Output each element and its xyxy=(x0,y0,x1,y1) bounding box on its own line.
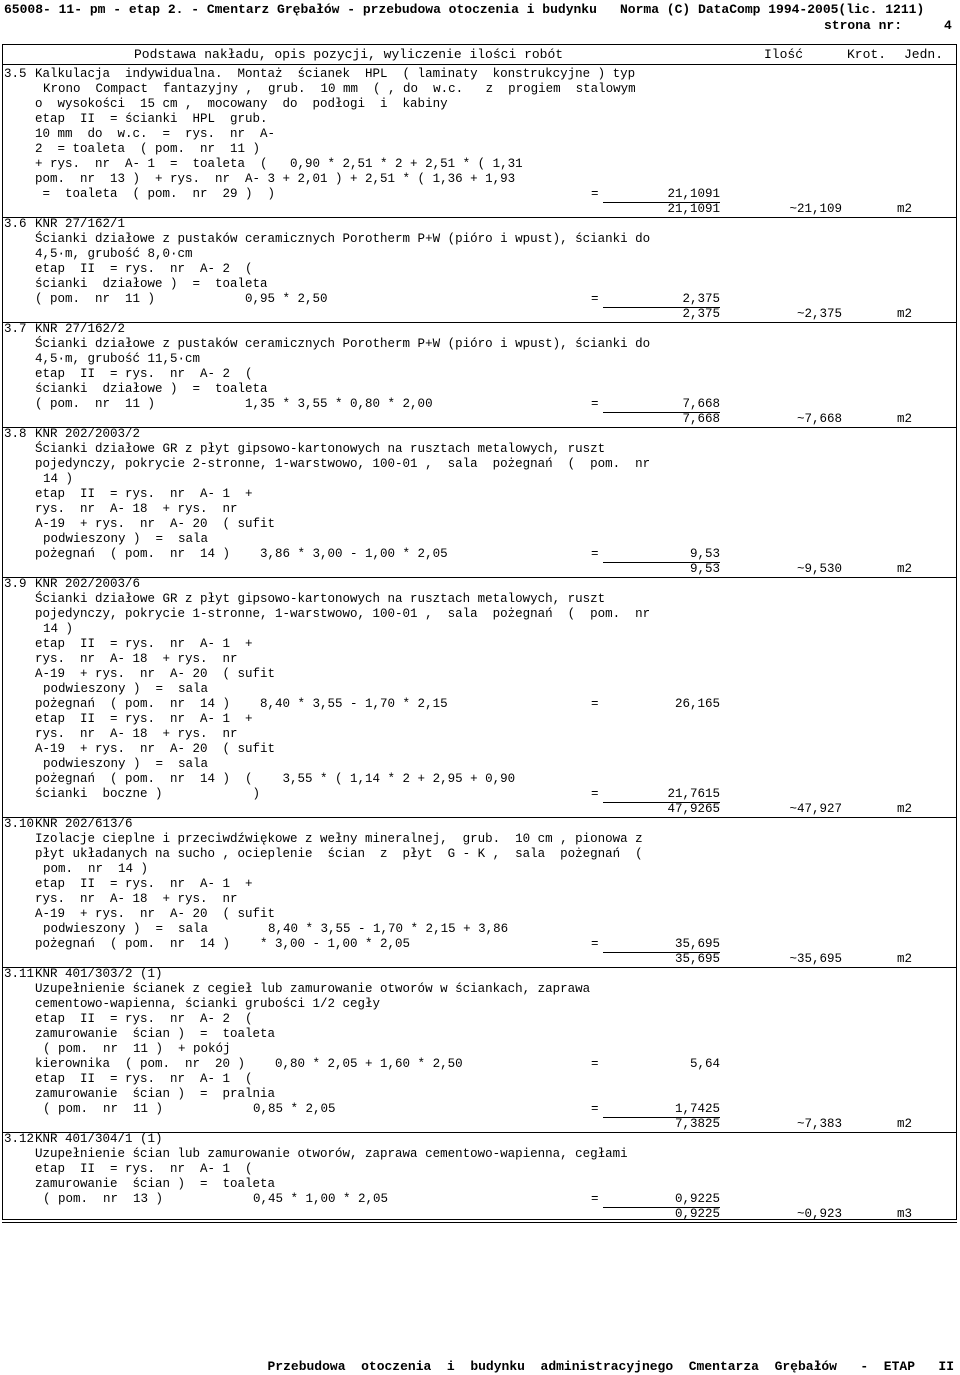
line-text: KNR 27/162/2 xyxy=(35,322,126,336)
quantity-value: ~21,109 xyxy=(789,202,842,216)
position-divider xyxy=(2,427,957,428)
line-text: 14 ) xyxy=(43,472,74,486)
position-divider xyxy=(2,1222,957,1223)
line-text: A-19 + rys. nr A- 20 ( sufit xyxy=(35,742,276,756)
calc-result: 21,7615 xyxy=(667,787,720,801)
position-total: 2,375 xyxy=(682,307,720,321)
equals-sign: = xyxy=(591,187,599,201)
line-text: płyt układanych na sucho , ocieplenie ścian z płyt G - K , sala pożegnań ( xyxy=(35,847,643,861)
unit-value: m2 xyxy=(897,307,913,321)
calc-result: 5,64 xyxy=(689,1057,720,1071)
position-total: 7,668 xyxy=(682,412,720,426)
header-title: 65008- 11- pm - etap 2. - Cmentarz Grębałów - przebudowa otoczenia i budynku xyxy=(4,2,597,17)
line-text: pożegnań ( pom. nr 14 ) ( 3,55 * ( 1,14 * 2 + 2,95 + 0,90 xyxy=(35,772,516,786)
unit-value: m3 xyxy=(897,1207,913,1221)
quantity-value: ~47,927 xyxy=(789,802,842,816)
equals-sign: = xyxy=(591,547,599,561)
line-text: A-19 + rys. nr A- 20 ( sufit xyxy=(35,517,276,531)
line-text: zamurowanie ścian ) = pralnia xyxy=(35,1087,276,1101)
equals-sign: = xyxy=(591,787,599,801)
line-text: podwieszony ) = sala 8,40 * 3,55 - 1,70 * 2,15 + 3,86 xyxy=(43,922,509,936)
line-text: etap II = rys. nr A- 2 ( xyxy=(35,262,253,276)
equals-sign: = xyxy=(591,697,599,711)
line-text: + rys. nr A- 1 = toaleta ( 0,90 * 2,51 * 2 + 2,51 * ( 1,31 xyxy=(35,157,523,171)
line-text: rys. nr A- 18 + rys. nr xyxy=(35,727,238,741)
line-text: etap II = ścianki HPL grub. xyxy=(35,112,268,126)
line-text: Kalkulacja indywidualna. Montaż ścianek HPL ( laminaty konstrukcyjne ) typ xyxy=(35,67,636,81)
line-text: etap II = rys. nr A- 1 + xyxy=(35,637,253,651)
unit-value: m2 xyxy=(897,802,913,816)
position-total: 9,53 xyxy=(689,562,720,576)
quantity-value: ~7,383 xyxy=(796,1117,842,1131)
position-total: 0,9225 xyxy=(674,1207,720,1221)
line-text: 4,5·m, grubość 8,0·cm xyxy=(35,247,193,261)
line-text: Ścianki działowe z pustaków ceramicznych Porotherm P+W (pióro i wpust), ścianki do xyxy=(35,337,651,351)
position-number: 3.5 xyxy=(4,67,27,81)
position-total: 21,1091 xyxy=(667,202,720,216)
line-text: rys. nr A- 18 + rys. nr xyxy=(35,652,238,666)
line-text: Ścianki działowe z pustaków ceramicznych Porotherm P+W (pióro i wpust), ścianki do xyxy=(35,232,651,246)
header-divider xyxy=(2,64,957,65)
line-text: cementowo-wapienna, ścianki grubości 1/2 cegły xyxy=(35,997,381,1011)
calc-result: 35,695 xyxy=(674,937,720,951)
line-text: rys. nr A- 18 + rys. nr xyxy=(35,502,238,516)
position-divider xyxy=(2,577,957,578)
line-text: A-19 + rys. nr A- 20 ( sufit xyxy=(35,667,276,681)
line-text: ( pom. nr 13 ) 0,45 * 1,00 * 2,05 xyxy=(43,1192,389,1206)
line-text: pożegnań ( pom. nr 14 ) * 3,00 - 1,00 * 2,05 xyxy=(35,937,411,951)
calc-result: 7,668 xyxy=(682,397,720,411)
line-text: KNR 27/162/1 xyxy=(35,217,126,231)
column-header-unit: Jedn. xyxy=(904,47,944,62)
line-text: pojedynczy, pokrycie 1-stronne, 1-warstwowo, 100-01 , sala pożegnań ( pom. nr xyxy=(35,607,651,621)
line-text: Krono Compact fantazyjny , grub. 10 mm ( , do w.c. z progiem stalowym xyxy=(43,82,636,96)
line-text: pom. nr 14 ) xyxy=(43,862,149,876)
line-text: Izolacje cieplne i przeciwdźwiękowe z wełny mineralnej, grub. 10 cm , pionowa z xyxy=(35,832,643,846)
line-text: podwieszony ) = sala xyxy=(43,682,209,696)
line-text: rys. nr A- 18 + rys. nr xyxy=(35,892,238,906)
line-text: ścianki działowe ) = toaleta xyxy=(35,382,268,396)
position-total: 7,3825 xyxy=(674,1117,720,1131)
column-header-description: Podstawa nakładu, opis pozycji, wyliczenie ilości robót xyxy=(134,47,564,62)
position-number: 3.6 xyxy=(4,217,27,231)
unit-value: m2 xyxy=(897,1117,913,1131)
unit-value: m2 xyxy=(897,562,913,576)
line-text: 4,5·m, grubość 11,5·cm xyxy=(35,352,201,366)
unit-value: m2 xyxy=(897,202,913,216)
header-software: Norma (C) DataComp 1994-2005(lic. 1211) xyxy=(620,2,925,17)
line-text: zamurowanie ścian ) = toaleta xyxy=(35,1177,276,1191)
line-text: ( pom. nr 11 ) + pokój xyxy=(43,1042,231,1056)
position-divider xyxy=(2,217,957,218)
position-number: 3.10 xyxy=(4,817,35,831)
line-text: 14 ) xyxy=(43,622,74,636)
column-header-multiplier: Krot. xyxy=(847,47,887,62)
line-text: = toaleta ( pom. nr 29 ) ) xyxy=(35,187,276,201)
calc-result: 9,53 xyxy=(689,547,720,561)
calc-result: 26,165 xyxy=(674,697,720,711)
position-number: 3.8 xyxy=(4,427,27,441)
line-text: KNR 401/304/1 (1) xyxy=(35,1132,163,1146)
line-text: etap II = rys. nr A- 1 ( xyxy=(35,1162,253,1176)
equals-sign: = xyxy=(591,937,599,951)
line-text: KNR 202/2003/2 xyxy=(35,427,141,441)
equals-sign: = xyxy=(591,397,599,411)
line-text: Uzupełnienie ścianek z cegieł lub zamurowanie otworów w ściankach, zaprawa xyxy=(35,982,591,996)
equals-sign: = xyxy=(591,1057,599,1071)
page-number-label: strona nr: xyxy=(824,18,903,33)
quantity-value: ~2,375 xyxy=(796,307,842,321)
line-text: KNR 202/613/6 xyxy=(35,817,133,831)
unit-value: m2 xyxy=(897,412,913,426)
line-text: pom. nr 13 ) + rys. nr A- 3 + 2,01 ) + 2,51 * ( 1,36 + 1,93 xyxy=(35,172,516,186)
line-text: Ścianki działowe GR z płyt gipsowo-kartonowych na rusztach metalowych, ruszt xyxy=(35,592,606,606)
line-text: etap II = rys. nr A- 1 + xyxy=(35,877,253,891)
line-text: ścianki boczne ) ) xyxy=(35,787,261,801)
line-text: etap II = rys. nr A- 1 + xyxy=(35,487,253,501)
unit-value: m2 xyxy=(897,952,913,966)
line-text: ( pom. nr 11 ) 0,85 * 2,05 xyxy=(43,1102,336,1116)
equals-sign: = xyxy=(591,1192,599,1206)
line-text: Ścianki działowe GR z płyt gipsowo-kartonowych na rusztach metalowych, ruszt xyxy=(35,442,606,456)
line-text: 2 = toaleta ( pom. nr 11 ) xyxy=(35,142,261,156)
line-text: etap II = rys. nr A- 2 ( xyxy=(35,1012,253,1026)
line-text: pojedynczy, pokrycie 2-stronne, 1-warstwowo, 100-01 , sala pożegnań ( pom. nr xyxy=(35,457,651,471)
equals-sign: = xyxy=(591,1102,599,1116)
line-text: podwieszony ) = sala xyxy=(43,757,209,771)
line-text: etap II = rys. nr A- 2 ( xyxy=(35,367,253,381)
position-number: 3.9 xyxy=(4,577,27,591)
document-footer: Przebudowa otoczenia i budynku administracyjnego Cmentarza Grębałów - ETAP II xyxy=(267,1359,954,1374)
position-total: 35,695 xyxy=(674,952,720,966)
position-total: 47,9265 xyxy=(667,802,720,816)
column-header-quantity: Ilość xyxy=(764,47,804,62)
line-text: etap II = rys. nr A- 1 + xyxy=(35,712,253,726)
line-text: pożegnań ( pom. nr 14 ) 3,86 * 3,00 - 1,00 * 2,05 xyxy=(35,547,448,561)
quantity-value: ~35,695 xyxy=(789,952,842,966)
line-text: pożegnań ( pom. nr 14 ) 8,40 * 3,55 - 1,70 * 2,15 xyxy=(35,697,448,711)
line-text: o wysokości 15 cm , mocowany do podłogi i kabiny xyxy=(35,97,448,111)
quantity-value: ~9,530 xyxy=(796,562,842,576)
line-text: Uzupełnienie ścian lub zamurowanie otworów, zaprawa cementowo-wapienna, cegłami xyxy=(35,1147,628,1161)
position-number: 3.12 xyxy=(4,1132,35,1146)
position-number: 3.7 xyxy=(4,322,27,336)
equals-sign: = xyxy=(591,292,599,306)
page-number: 4 xyxy=(944,18,952,33)
position-divider xyxy=(2,322,957,323)
line-text: podwieszony ) = sala xyxy=(43,532,209,546)
line-text: kierownika ( pom. nr 20 ) 0,80 * 2,05 + 1,60 * 2,50 xyxy=(35,1057,463,1071)
line-text: A-19 + rys. nr A- 20 ( sufit xyxy=(35,907,276,921)
line-text: ( pom. nr 11 ) 1,35 * 3,55 * 0,80 * 2,00 xyxy=(35,397,433,411)
position-divider xyxy=(2,817,957,818)
calc-result: 1,7425 xyxy=(674,1102,720,1116)
line-text: KNR 401/303/2 (1) xyxy=(35,967,163,981)
line-text: KNR 202/2003/6 xyxy=(35,577,141,591)
line-text: ścianki działowe ) = toaleta xyxy=(35,277,268,291)
calc-result: 0,9225 xyxy=(674,1192,720,1206)
line-text: etap II = rys. nr A- 1 ( xyxy=(35,1072,253,1086)
line-text: 10 mm do w.c. = rys. nr A- xyxy=(35,127,276,141)
quantity-value: ~7,668 xyxy=(796,412,842,426)
line-text: zamurowanie ścian ) = toaleta xyxy=(35,1027,276,1041)
position-number: 3.11 xyxy=(4,967,35,981)
line-text: ( pom. nr 11 ) 0,95 * 2,50 xyxy=(35,292,328,306)
quantity-value: ~0,923 xyxy=(796,1207,842,1221)
calc-result: 21,1091 xyxy=(667,187,720,201)
calc-result: 2,375 xyxy=(682,292,720,306)
